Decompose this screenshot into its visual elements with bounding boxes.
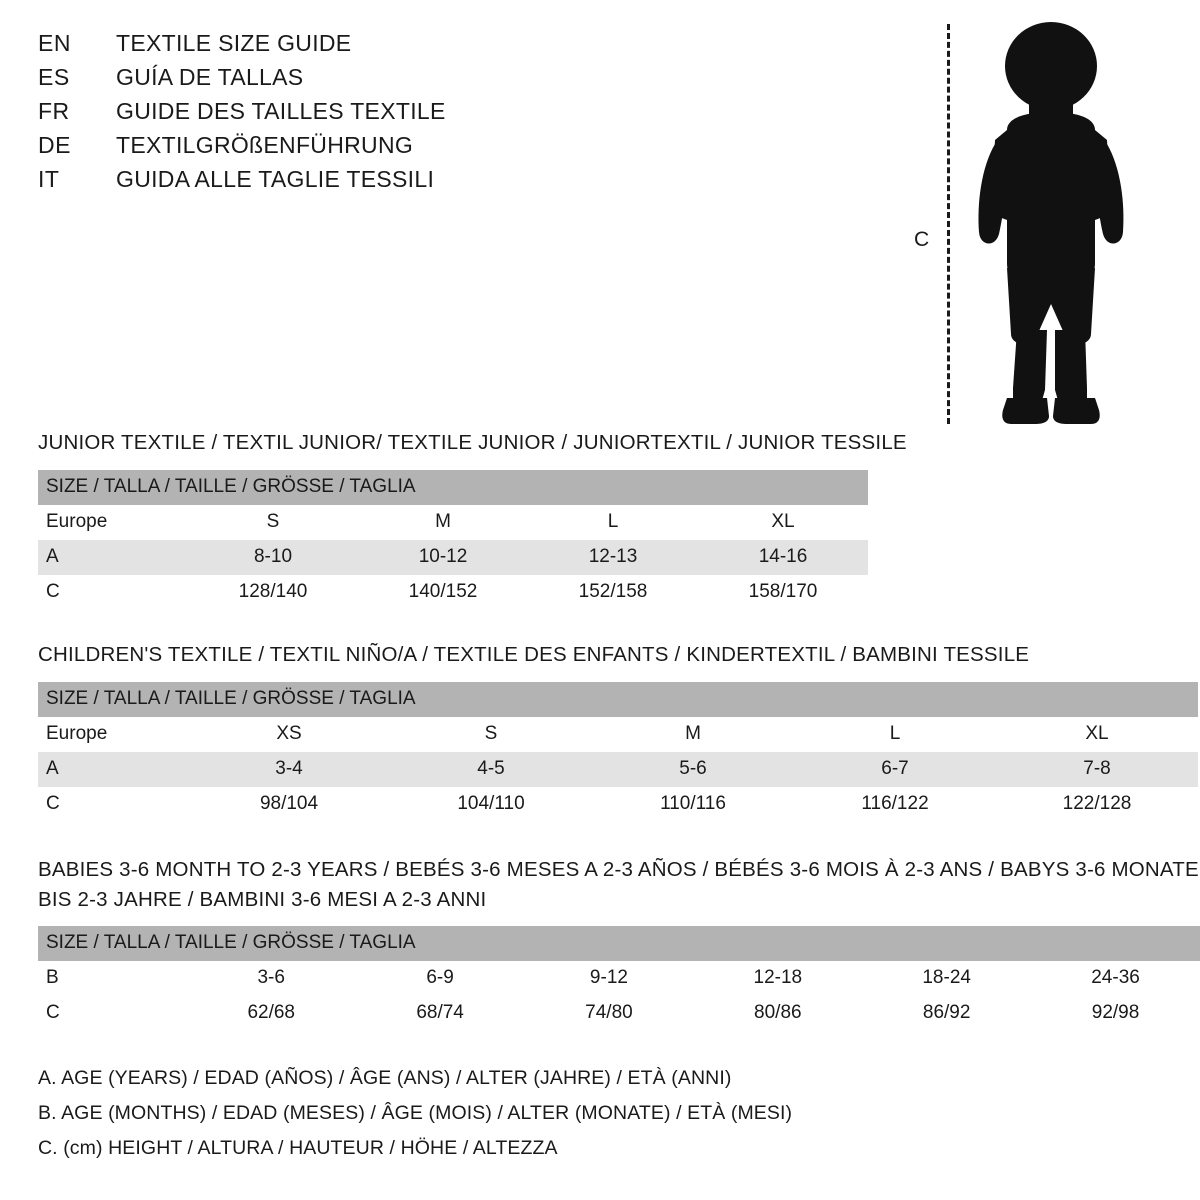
language-code: ES — [38, 64, 70, 90]
table-cell: 9-12 — [525, 961, 694, 996]
table-cell: L — [794, 717, 996, 752]
table-row — [38, 787, 1198, 822]
row-label: Europe — [38, 717, 188, 752]
row-label: A — [38, 540, 188, 575]
table-cell: 3-4 — [188, 752, 390, 787]
table-band-header — [38, 682, 1198, 717]
table-cell: 3-6 — [187, 961, 356, 996]
height-measure-label: C — [914, 228, 930, 251]
row-label: A — [38, 752, 188, 787]
table-row — [38, 996, 1200, 1031]
legend-line-c: C. (cm) HEIGHT / ALTURA / HAUTEUR / HÖHE / ALTEZZA — [38, 1137, 558, 1159]
table-cell: M — [358, 505, 528, 540]
language-code: IT — [38, 166, 60, 192]
table-cell: 5-6 — [592, 752, 794, 787]
table-cell: 10-12 — [358, 540, 528, 575]
table-cell: 122/128 — [996, 787, 1198, 822]
table-row — [38, 540, 868, 575]
language-row — [38, 166, 598, 193]
table-band-header — [38, 470, 868, 505]
babies-size-table — [38, 926, 1200, 1031]
table-cell: S — [188, 505, 358, 540]
language-title: GUIDE DES TAILLES TEXTILE — [116, 98, 446, 124]
section-title: BABIES 3-6 MONTH TO 2-3 YEARS / BEBÉS 3-6 MESES A 2-3 AÑOS / BÉBÉS 3-6 MOIS À 2-3 ANS / BABYS 3-6 MONATE BIS 2-3 JAHRE / BAMBINI 3-6 MESI A 2-3 ANNI — [38, 858, 1199, 911]
table-cell: 110/116 — [592, 787, 794, 822]
table-cell: 128/140 — [188, 575, 358, 610]
table-row — [38, 717, 1198, 752]
table-cell: 6-7 — [794, 752, 996, 787]
table-cell: 98/104 — [188, 787, 390, 822]
language-row — [38, 98, 598, 125]
section-title: CHILDREN'S TEXTILE / TEXTIL NIÑO/A / TEXTILE DES ENFANTS / KINDERTEXTIL / BAMBINI TESSILE — [38, 643, 1030, 666]
legend-block — [38, 1067, 938, 1172]
row-label: C — [38, 996, 187, 1031]
table-cell: 140/152 — [358, 575, 528, 610]
row-label: Europe — [38, 505, 188, 540]
table-cell: 12-13 — [528, 540, 698, 575]
band-label: SIZE / TALLA / TAILLE / GRÖSSE / TAGLIA — [38, 926, 1200, 961]
row-label: C — [38, 787, 188, 822]
band-label: SIZE / TALLA / TAILLE / GRÖSSE / TAGLIA — [38, 470, 868, 505]
child-silhouette-icon — [955, 18, 1145, 433]
language-title: TEXTILE SIZE GUIDE — [116, 30, 352, 56]
table-cell: 4-5 — [390, 752, 592, 787]
table-row — [38, 752, 1198, 787]
language-code: FR — [38, 98, 70, 124]
table-cell: 24-36 — [1031, 961, 1200, 996]
height-measurement-figure — [900, 10, 1150, 430]
table-cell: 86/92 — [862, 996, 1031, 1031]
row-label: C — [38, 575, 188, 610]
junior-size-table — [38, 470, 868, 610]
table-cell: 152/158 — [528, 575, 698, 610]
table-cell: 158/170 — [698, 575, 868, 610]
language-title: TEXTILGRÖßENFÜHRUNG — [116, 132, 414, 158]
table-cell: 18-24 — [862, 961, 1031, 996]
height-dashed-line — [947, 24, 950, 424]
table-cell: XL — [698, 505, 868, 540]
table-cell: 80/86 — [693, 996, 862, 1031]
table-row — [38, 575, 868, 610]
table-cell: 62/68 — [187, 996, 356, 1031]
table-cell: L — [528, 505, 698, 540]
section-childrens-textile — [38, 640, 1198, 822]
language-row — [38, 132, 598, 159]
language-code: DE — [38, 132, 71, 158]
table-cell: 116/122 — [794, 787, 996, 822]
table-cell: 8-10 — [188, 540, 358, 575]
language-title: GUIDA ALLE TAGLIE TESSILI — [116, 166, 435, 192]
section-junior-textile — [38, 428, 907, 610]
language-code: EN — [38, 30, 71, 56]
table-cell: XL — [996, 717, 1198, 752]
table-cell: S — [390, 717, 592, 752]
table-row — [38, 961, 1200, 996]
table-cell: M — [592, 717, 794, 752]
table-band-header — [38, 926, 1200, 961]
language-row — [38, 30, 598, 57]
legend-line-a: A. AGE (YEARS) / EDAD (AÑOS) / ÂGE (ANS) / ALTER (JAHRE) / ETÀ (ANNI) — [38, 1067, 732, 1089]
legend-line-b: B. AGE (MONTHS) / EDAD (MESES) / ÂGE (MOIS) / ALTER (MONATE) / ETÀ (MESI) — [38, 1102, 793, 1124]
table-cell: 92/98 — [1031, 996, 1200, 1031]
table-cell: 68/74 — [356, 996, 525, 1031]
children-size-table — [38, 682, 1198, 822]
language-row — [38, 64, 598, 91]
table-cell: 6-9 — [356, 961, 525, 996]
table-cell: 12-18 — [693, 961, 862, 996]
section-title: JUNIOR TEXTILE / TEXTIL JUNIOR/ TEXTILE JUNIOR / JUNIORTEXTIL / JUNIOR TESSILE — [38, 431, 907, 454]
table-cell: 74/80 — [525, 996, 694, 1031]
table-cell: 14-16 — [698, 540, 868, 575]
row-label: B — [38, 961, 187, 996]
band-label: SIZE / TALLA / TAILLE / GRÖSSE / TAGLIA — [38, 682, 1198, 717]
table-cell: 7-8 — [996, 752, 1198, 787]
language-title: GUÍA DE TALLAS — [116, 64, 304, 90]
table-row — [38, 505, 868, 540]
language-title-block — [38, 30, 598, 200]
table-cell: 104/110 — [390, 787, 592, 822]
section-babies-textile — [38, 855, 1200, 1031]
table-cell: XS — [188, 717, 390, 752]
